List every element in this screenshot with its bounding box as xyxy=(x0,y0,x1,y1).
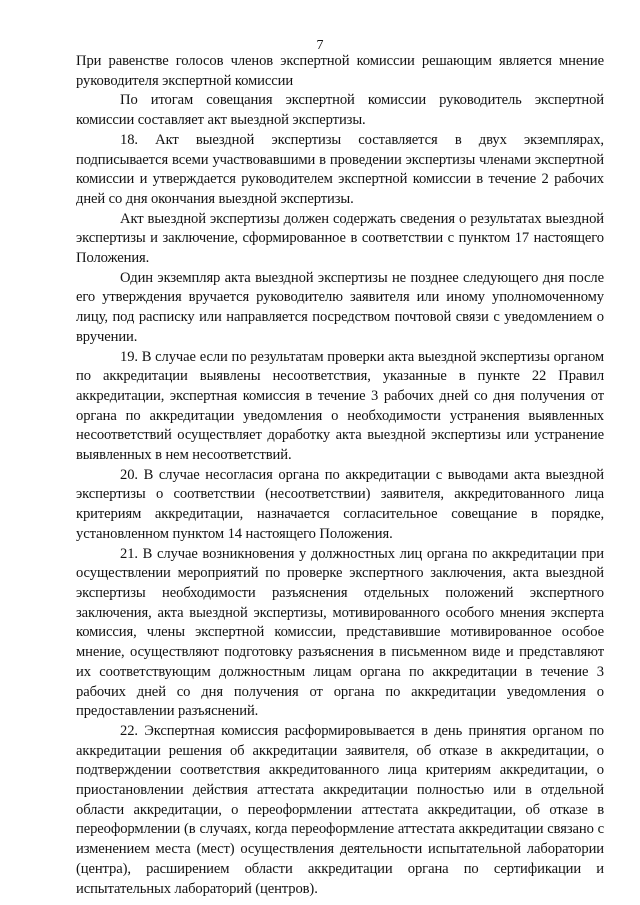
paragraph-tie-vote: При равенстве голосов членов экспертной комиссии решающим является мнение руководителя экспертной комиссии xyxy=(76,53,604,89)
paragraph-act-delivery: Один экземпляр акта выездной экспертизы не позднее следующего дня после его утверждения вручается руководителю заявителя или иному уполномоченному лицу, под расписку или направляется посредством почтовой связи с уведомлением о вручении. xyxy=(76,269,604,345)
paragraph-20: 20. В случае несогласия органа по аккредитации с выводами акта выездной экспертизы о соответствии (несоответствии) заявителя, аккредитованного лица критериям аккредитации, назначается согласительное совещание в порядке, установленном пунктом 14 настоящего Положения. xyxy=(76,466,604,542)
paragraph-meeting-results: По итогам совещания экспертной комиссии руководитель экспертной комиссии составляет акт выездной экспертизы. xyxy=(76,92,604,129)
paragraph-act-content: Акт выездной экспертизы должен содержать сведения о результатах выездной экспертизы и заключение, сформированное в соответствии с пунктом 17 настоящего Положения. xyxy=(76,210,604,267)
document-body xyxy=(76,52,604,899)
paragraph-21: 21. В случае возникновения у должностных лиц органа по аккредитации при осуществлении мероприятий по проверке экспертного заключения, акта выездной экспертизы необходимости разъяснения отдельных положений экспертного заключения, акта выездной экспертизы, мотивированного особого мнения эксперта комиссия, члены экспертной комиссии, представившие мотивированное особое мнение, осуществляют подготовку разъяснения в письменном виде и представляют их соответствующим должностным лицам органа по аккредитации в течение 3 рабочих дней со дня получения от органа по аккредитации уведомления о предоставлении разъяснений. xyxy=(76,545,604,720)
page-number: 7 xyxy=(316,38,324,53)
paragraph-22: 22. Экспертная комиссия расформировывается в день принятия органом по аккредитации решения об аккредитации заявителя, об отказе в аккредитации, о подтверждении соответствия аккредитованного лица критериям аккредитации, о приостановлении действия аттестата аккредитации полностью или в отдельной области аккредитации, о переоформлении аттестата аккредитации, об отказе в переоформлении (в случаях, когда переоформление аттестата аккредитации связано с изменением места (мест) осуществления деятельности испытательной лаборатории (центра), расширением области аккредитации органа по сертификации и испытательных лабораторий (центров). xyxy=(76,722,604,897)
paragraph-19: 19. В случае если по результатам проверки акта выездной экспертизы органом по аккредитации выявлены несоответствия, указанные в пункте 22 Правил аккредитации, экспертная комиссия в течение 3 рабочих дней со дня получения от органа по аккредитации уведомления о необходимости устранения выявленных несоответствий осуществляет доработку акта выездной экспертизы или устранение выявленных в нем несоответствий. xyxy=(76,348,604,464)
paragraph-18: 18. Акт выездной экспертизы составляется в двух экземплярах, подписывается всеми участвовавшими в проведении экспертизы членами экспертной комиссии и утверждается руководителем экспертной комиссии в течение 2 рабочих дней со дня окончания выездной экспертизы. xyxy=(76,131,604,207)
